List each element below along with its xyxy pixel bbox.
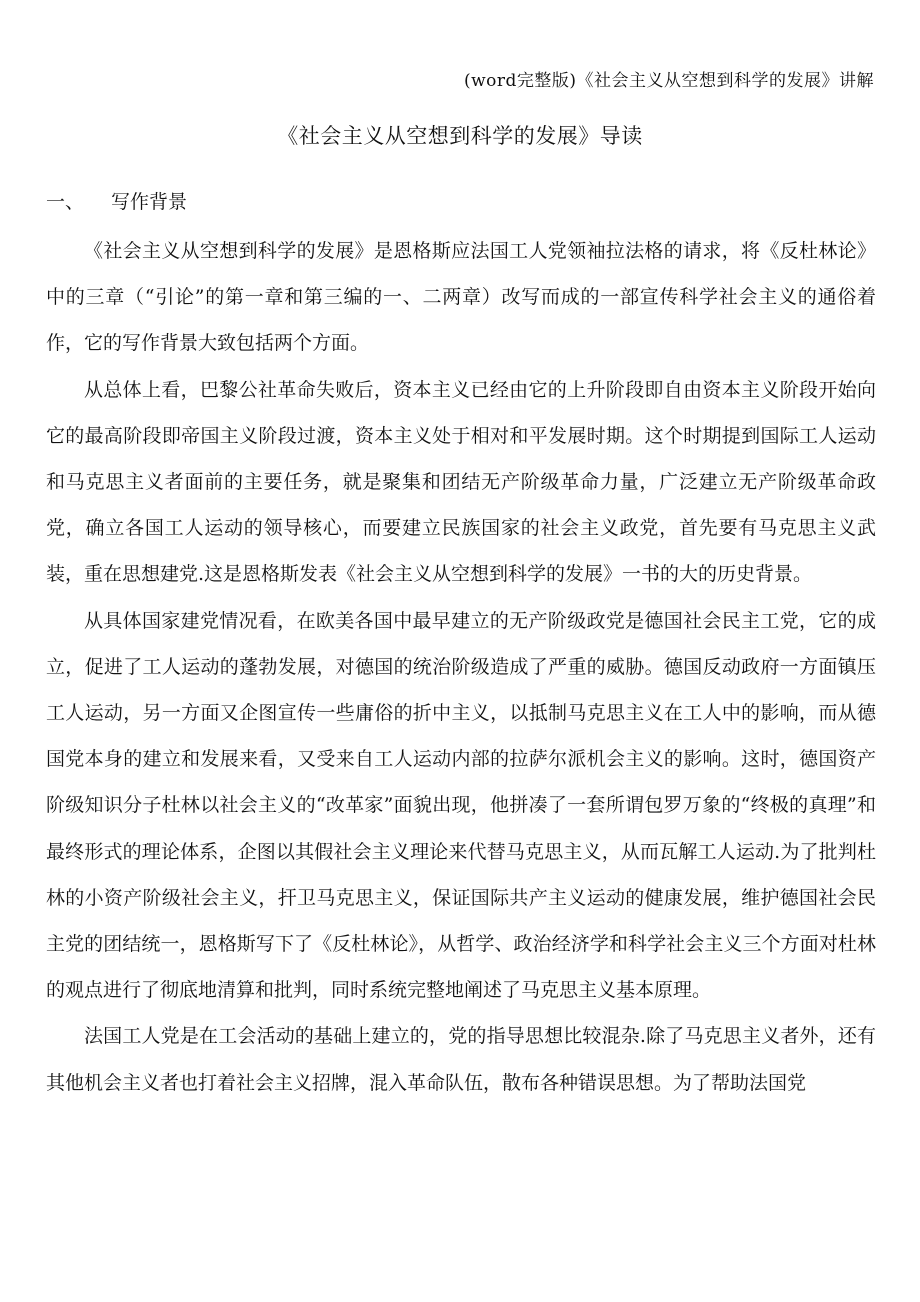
paragraph: 从总体上看，巴黎公社革命失败后，资本主义已经由它的上升阶段即自由资本主义阶段开始向它的最高阶段即帝国主义阶段过渡，资本主义处于相对和平发展时期。这个时期提到国际工人运动和马克思主义者面前的主要任务，就是聚集和团结无产阶级革命力量，广泛建立无产阶级革命政党，确立各国工人运动的领导核心，而要建立民族国家的社会主义政党，首先要有马克思主义武装，重在思想建党.这是恩格斯发表《社会主义从空想到科学的发展》一书的大的历史背景。: [46, 378, 876, 586]
paragraph: 从具体国家建党情况看，在欧美各国中最早建立的无产阶级政党是德国社会民主工党，它的成立，促进了工人运动的蓬勃发展，对德国的统治阶级造成了严重的威胁。德国反动政府一方面镇压工人运动，另一方面又企图宣传一些庸俗的折中主义，以抵制马克思主义在工人中的影响，而从德国党本身的建立和发展来看，又受来自工人运动内部的拉萨尔派机会主义的影响。这时，德国资产阶级知识分子杜林以社会主义的“改革家”面貌出现，他拼凑了一套所谓包罗万象的“终极的真理”和最终形式的理论体系，企图以其假社会主义理论来代替马克思主义，从而瓦解工人运动.为了批判杜林的小资产阶级社会主义，扞卫马克思主义，保证国际共产主义运动的健康发展，维护德国社会民主党的团结统一，恩格斯写下了《反杜林论》，从哲学、政治经济学和科学社会主义三个方面对杜林的观点进行了彻底地清算和批判，同时系统完整地阐述了马克思主义基本原理。: [46, 609, 876, 1002]
paragraph: 法国工人党是在工会活动的基础上建立的，党的指导思想比较混杂.除了马克思主义者外，还有其他机会主义者也打着社会主义招牌，混入革命队伍，散布各种错误思想。为了帮助法国党: [46, 1025, 876, 1094]
section-heading-text: 写作背景: [111, 191, 188, 213]
section-heading: [46, 187, 187, 214]
section-number: 一、: [46, 191, 85, 213]
paragraph: 《社会主义从空想到科学的发展》是恩格斯应法国工人党领袖拉法格的请求，将《反杜林论》中的三章（“引论”的第一章和第三编的一、二两章）改写而成的一部宣传科学社会主义的通俗着作，它的写作背景大致包括两个方面。: [46, 240, 876, 355]
document-title: 《社会主义从空想到科学的发展》导读: [277, 124, 643, 148]
body-text: [46, 228, 876, 1106]
running-header: (word完整版)《社会主义从空想到科学的发展》讲解: [463, 71, 874, 91]
